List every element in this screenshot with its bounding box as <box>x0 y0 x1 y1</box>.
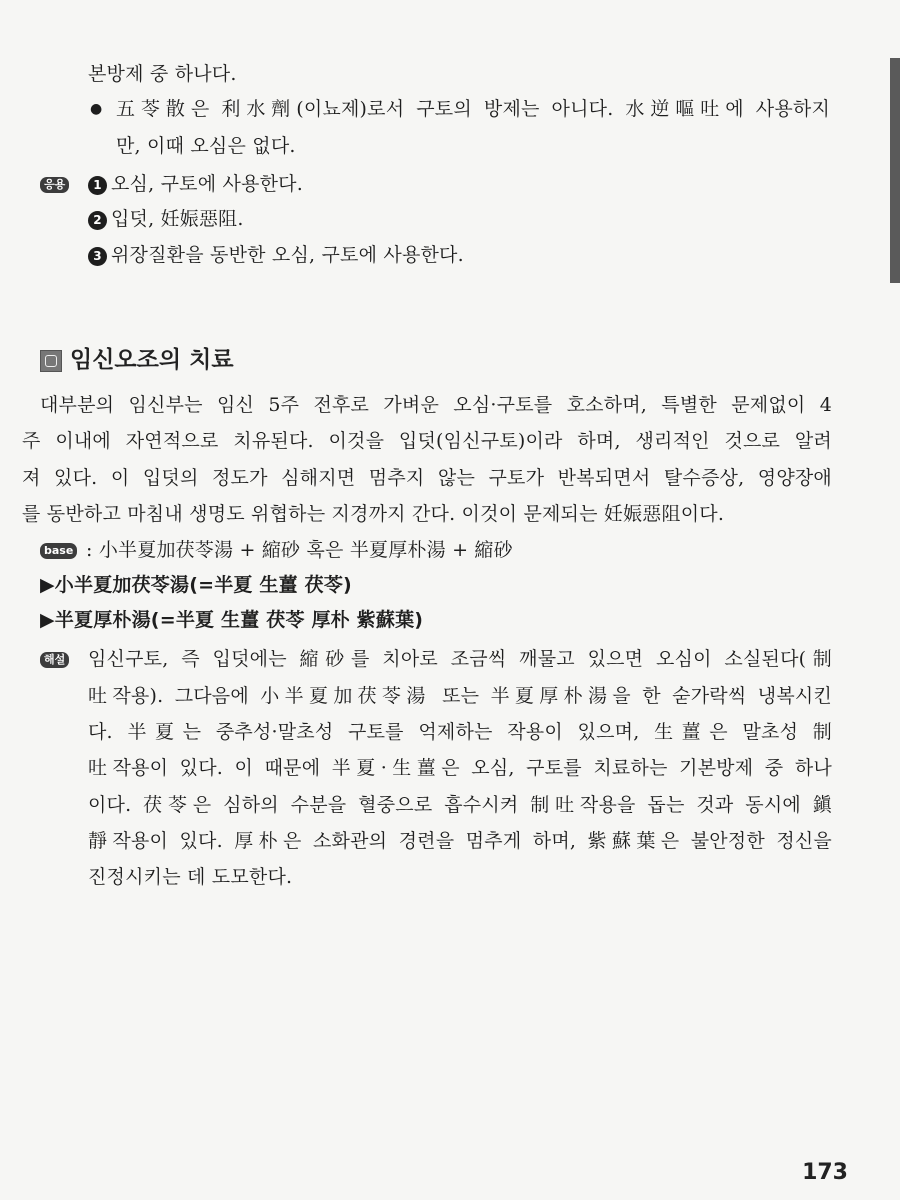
circled-number-icon: 2 <box>88 211 107 230</box>
paragraph-line: 져 있다. 이 입덧의 정도가 심해지면 멈추지 않는 구토가 반복되면서 탈수증상, 영양장애 <box>22 467 832 489</box>
paragraph-line: 대부분의 임신부는 임신 5주 전후로 가벼운 오심·구토를 호소하며, 특별한 문제없이 4 <box>40 394 832 416</box>
note-line: 만, 이때 오심은 없다. <box>116 135 296 157</box>
continuation-line: 본방제 중 하나다. <box>88 63 237 85</box>
circled-number-icon: 3 <box>88 247 107 266</box>
chapter-tab-marker <box>890 58 900 283</box>
usage-item <box>88 172 303 196</box>
bleed-through-texture <box>90 920 790 1100</box>
base-badge: base <box>40 543 77 559</box>
usage-item-text: 위장질환을 동반한 오심, 구토에 사용한다. <box>111 244 464 266</box>
section-square-icon <box>40 350 62 372</box>
usage-item <box>88 243 464 267</box>
formula-line: ▶半夏厚朴湯(=半夏 生薑 茯苓 厚朴 紫蘇葉) <box>40 609 424 631</box>
explanation-line: 다. 半夏는 중추성·말초성 구토를 억제하는 작용이 있으며, 生薑은 말초성 制 <box>88 721 832 743</box>
formula-line: ▶小半夏加茯苓湯(=半夏 生薑 茯苓) <box>40 574 352 596</box>
usage-item-text: 입덧, 妊娠惡阻. <box>111 208 244 230</box>
explanation-line: 진정시키는 데 도모한다. <box>88 866 293 888</box>
explanation-line: 임신구토, 즉 입덧에는 縮砂를 치아로 조금씩 깨물고 있으면 오심이 소실된다(制 <box>88 648 832 670</box>
explanation-line: 靜작용이 있다. 厚朴은 소화관의 경련을 멈추게 하며, 紫蘇葉은 불안정한 정신을 <box>88 830 832 852</box>
bullet-icon: ● <box>90 101 103 117</box>
explanation-line: 吐작용). 그다음에 小半夏加茯苓湯 또는 半夏厚朴湯을 한 숟가락씩 냉복시킨 <box>88 685 832 707</box>
circled-number-icon: 1 <box>88 176 107 195</box>
paragraph-line: 주 이내에 자연적으로 치유된다. 이것을 입덧(임신구토)이라 하며, 생리적인 것으로 알려 <box>22 430 832 452</box>
paragraph-line: 를 동반하고 마침내 생명도 위협하는 지경까지 간다. 이것이 문제되는 妊娠惡阻이다. <box>22 503 725 525</box>
section-title: 임신오조의 치료 <box>70 347 234 373</box>
explanation-badge: 해설 <box>40 652 69 668</box>
page-number: 173 <box>802 1160 848 1185</box>
usage-badge: 응용 <box>40 177 69 193</box>
usage-item <box>88 207 244 231</box>
explanation-line: 吐작용이 있다. 이 때문에 半夏·生薑은 오심, 구토를 치료하는 기본방제 중 하나 <box>88 757 832 779</box>
usage-item-text: 오심, 구토에 사용한다. <box>111 173 303 195</box>
base-formula: : 小半夏加茯苓湯 + 縮砂 혹은 半夏厚朴湯 + 縮砂 <box>86 539 513 561</box>
explanation-line: 이다. 茯苓은 심하의 수분을 혈중으로 흡수시켜 制吐작용을 돕는 것과 동시에 鎭 <box>88 794 832 816</box>
note-line: 五苓散은 利水劑(이뇨제)로서 구토의 방제는 아니다. 水逆嘔吐에 사용하지 <box>116 98 830 120</box>
